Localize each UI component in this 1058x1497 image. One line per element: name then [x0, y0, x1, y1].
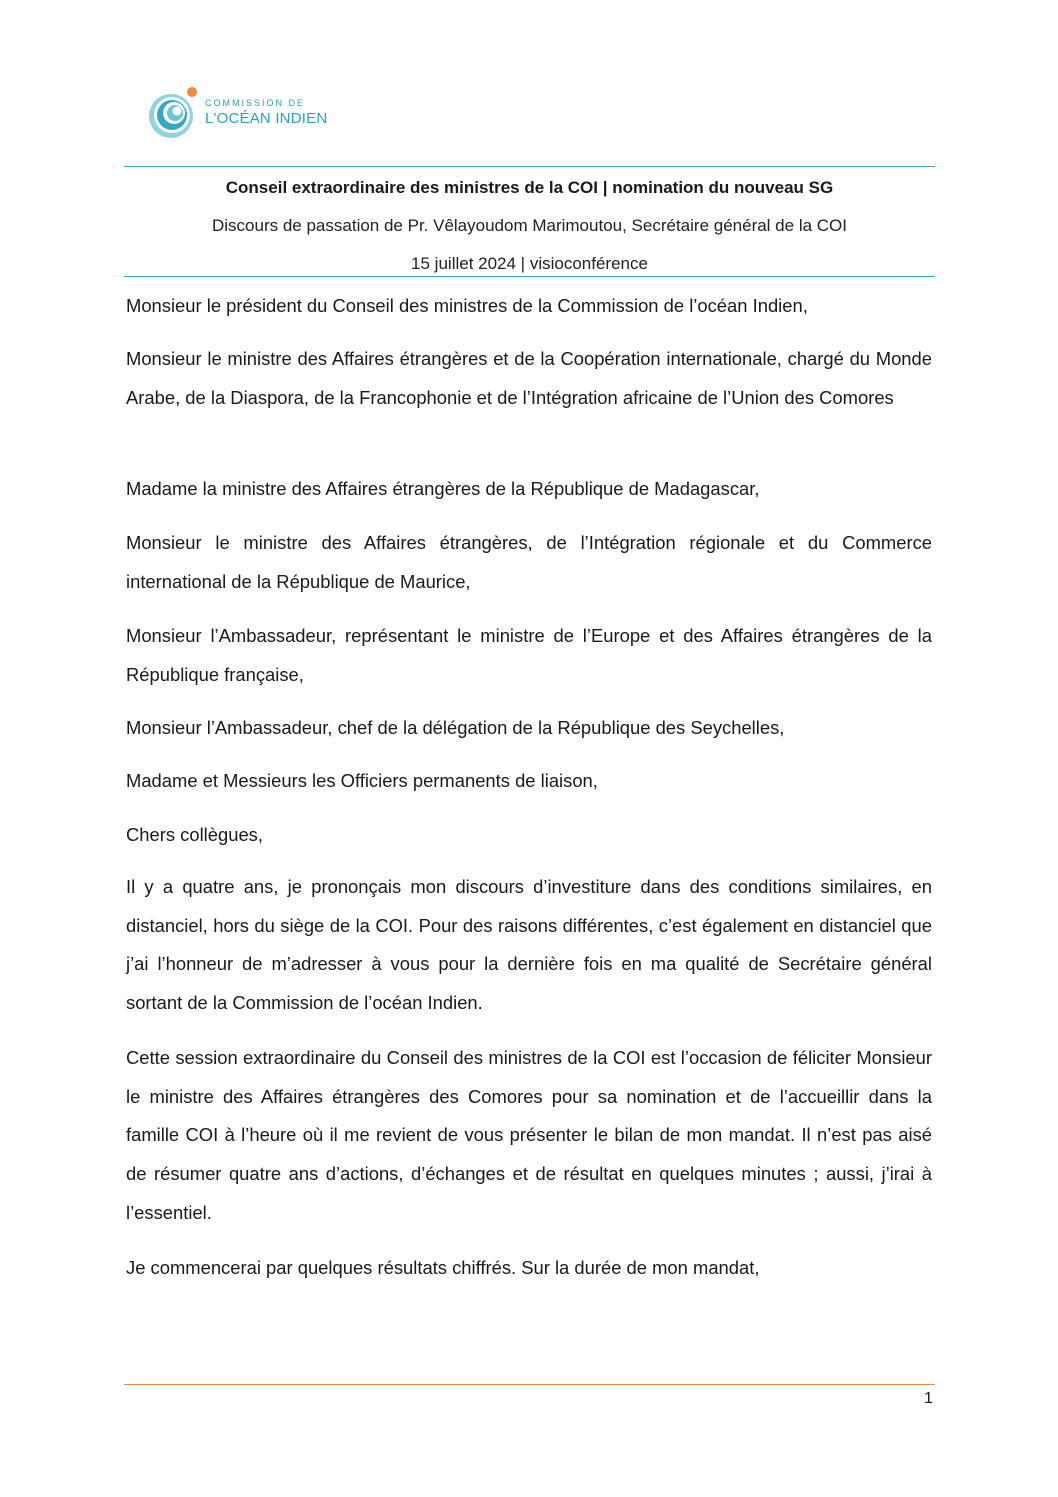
body-paragraph-7	[126, 762, 932, 801]
paragraph-text: Madame la ministre des Affaires étrangères de la République de Madagascar,	[126, 478, 760, 499]
body-paragraph-9	[126, 868, 932, 1023]
paragraph-text: Je commencerai par quelques résultats chiffrés. Sur la durée de mon mandat,	[126, 1257, 760, 1278]
body-paragraph-5	[126, 617, 932, 694]
document-dateline: 15 juillet 2024 | visioconférence	[411, 254, 648, 273]
paragraph-text: Monsieur le président du Conseil des ministres de la Commission de l’océan Indien,	[126, 295, 808, 316]
paragraph-text: Il y a quatre ans, je prononçais mon discours d’investiture dans des conditions similaires, en distanciel, hors du siège de la COI. Pour des raisons différentes, c’est également en distanciel que j’ai l’honneur de m’adresser à vous pour la dernière fois en ma qualité de Secrétaire général sortant de la Commission de l’océan Indien.	[126, 876, 932, 1014]
paragraph-text: Monsieur le ministre des Affaires étrangères, de l’Intégration régionale et du Commerce international de la République de Maurice,	[126, 532, 932, 592]
body-paragraph-4	[126, 524, 932, 601]
body-paragraph-8	[126, 816, 932, 855]
paragraph-text: Monsieur l’Ambassadeur, représentant le ministre de l’Europe et des Affaires étrangères de la République française,	[126, 625, 932, 685]
body-paragraph-11	[126, 1249, 932, 1288]
header-top-rule	[124, 166, 935, 167]
page-number: 1	[924, 1390, 933, 1407]
document-subtitle: Discours de passation de Pr. Vêlayoudom Marimoutou, Secrétaire général de la COI	[212, 216, 847, 235]
logo-wordmark	[205, 99, 327, 126]
footer-rule	[124, 1384, 935, 1385]
body-paragraph-1	[126, 287, 932, 326]
paragraph-text: Chers collègues,	[126, 824, 263, 845]
logo-line1: COMMISSION DE	[205, 98, 306, 108]
document-title: Conseil extraordinaire des ministres de la COI | nomination du nouveau SG	[225, 178, 834, 197]
logo-line2: L'OCÉAN INDIEN	[205, 110, 328, 127]
paragraph-text: Madame et Messieurs les Officiers permanents de liaison,	[126, 770, 598, 791]
body-paragraph-3	[126, 470, 932, 509]
coi-logo-icon	[148, 82, 204, 144]
header-bottom-rule	[124, 276, 935, 277]
body-paragraph-2	[126, 340, 932, 417]
paragraph-text: Monsieur l’Ambassadeur, chef de la délégation de la République des Seychelles,	[126, 717, 785, 738]
body-paragraph-6	[126, 709, 932, 748]
body-paragraph-10	[126, 1039, 932, 1233]
coi-logo	[148, 82, 348, 144]
paragraph-text: Monsieur le ministre des Affaires étrangères et de la Coopération internationale, chargé du Monde Arabe, de la Diaspora, de la Francophonie et de l’Intégration africaine de l’Union des Comores	[126, 348, 932, 408]
paragraph-text: Cette session extraordinaire du Conseil des ministres de la COI est l’occasion de féliciter Monsieur le ministre des Affaires étrangères des Comores pour sa nomination et de l’accueillir dans la famille COI à l’heure où il me revient de vous présenter le bilan de mon mandat. Il n’est pas aisé de résumer quatre ans d’actions, d’échanges et de résultat en quelques minutes ; aussi, j’irai à l’essentiel.	[126, 1047, 932, 1223]
